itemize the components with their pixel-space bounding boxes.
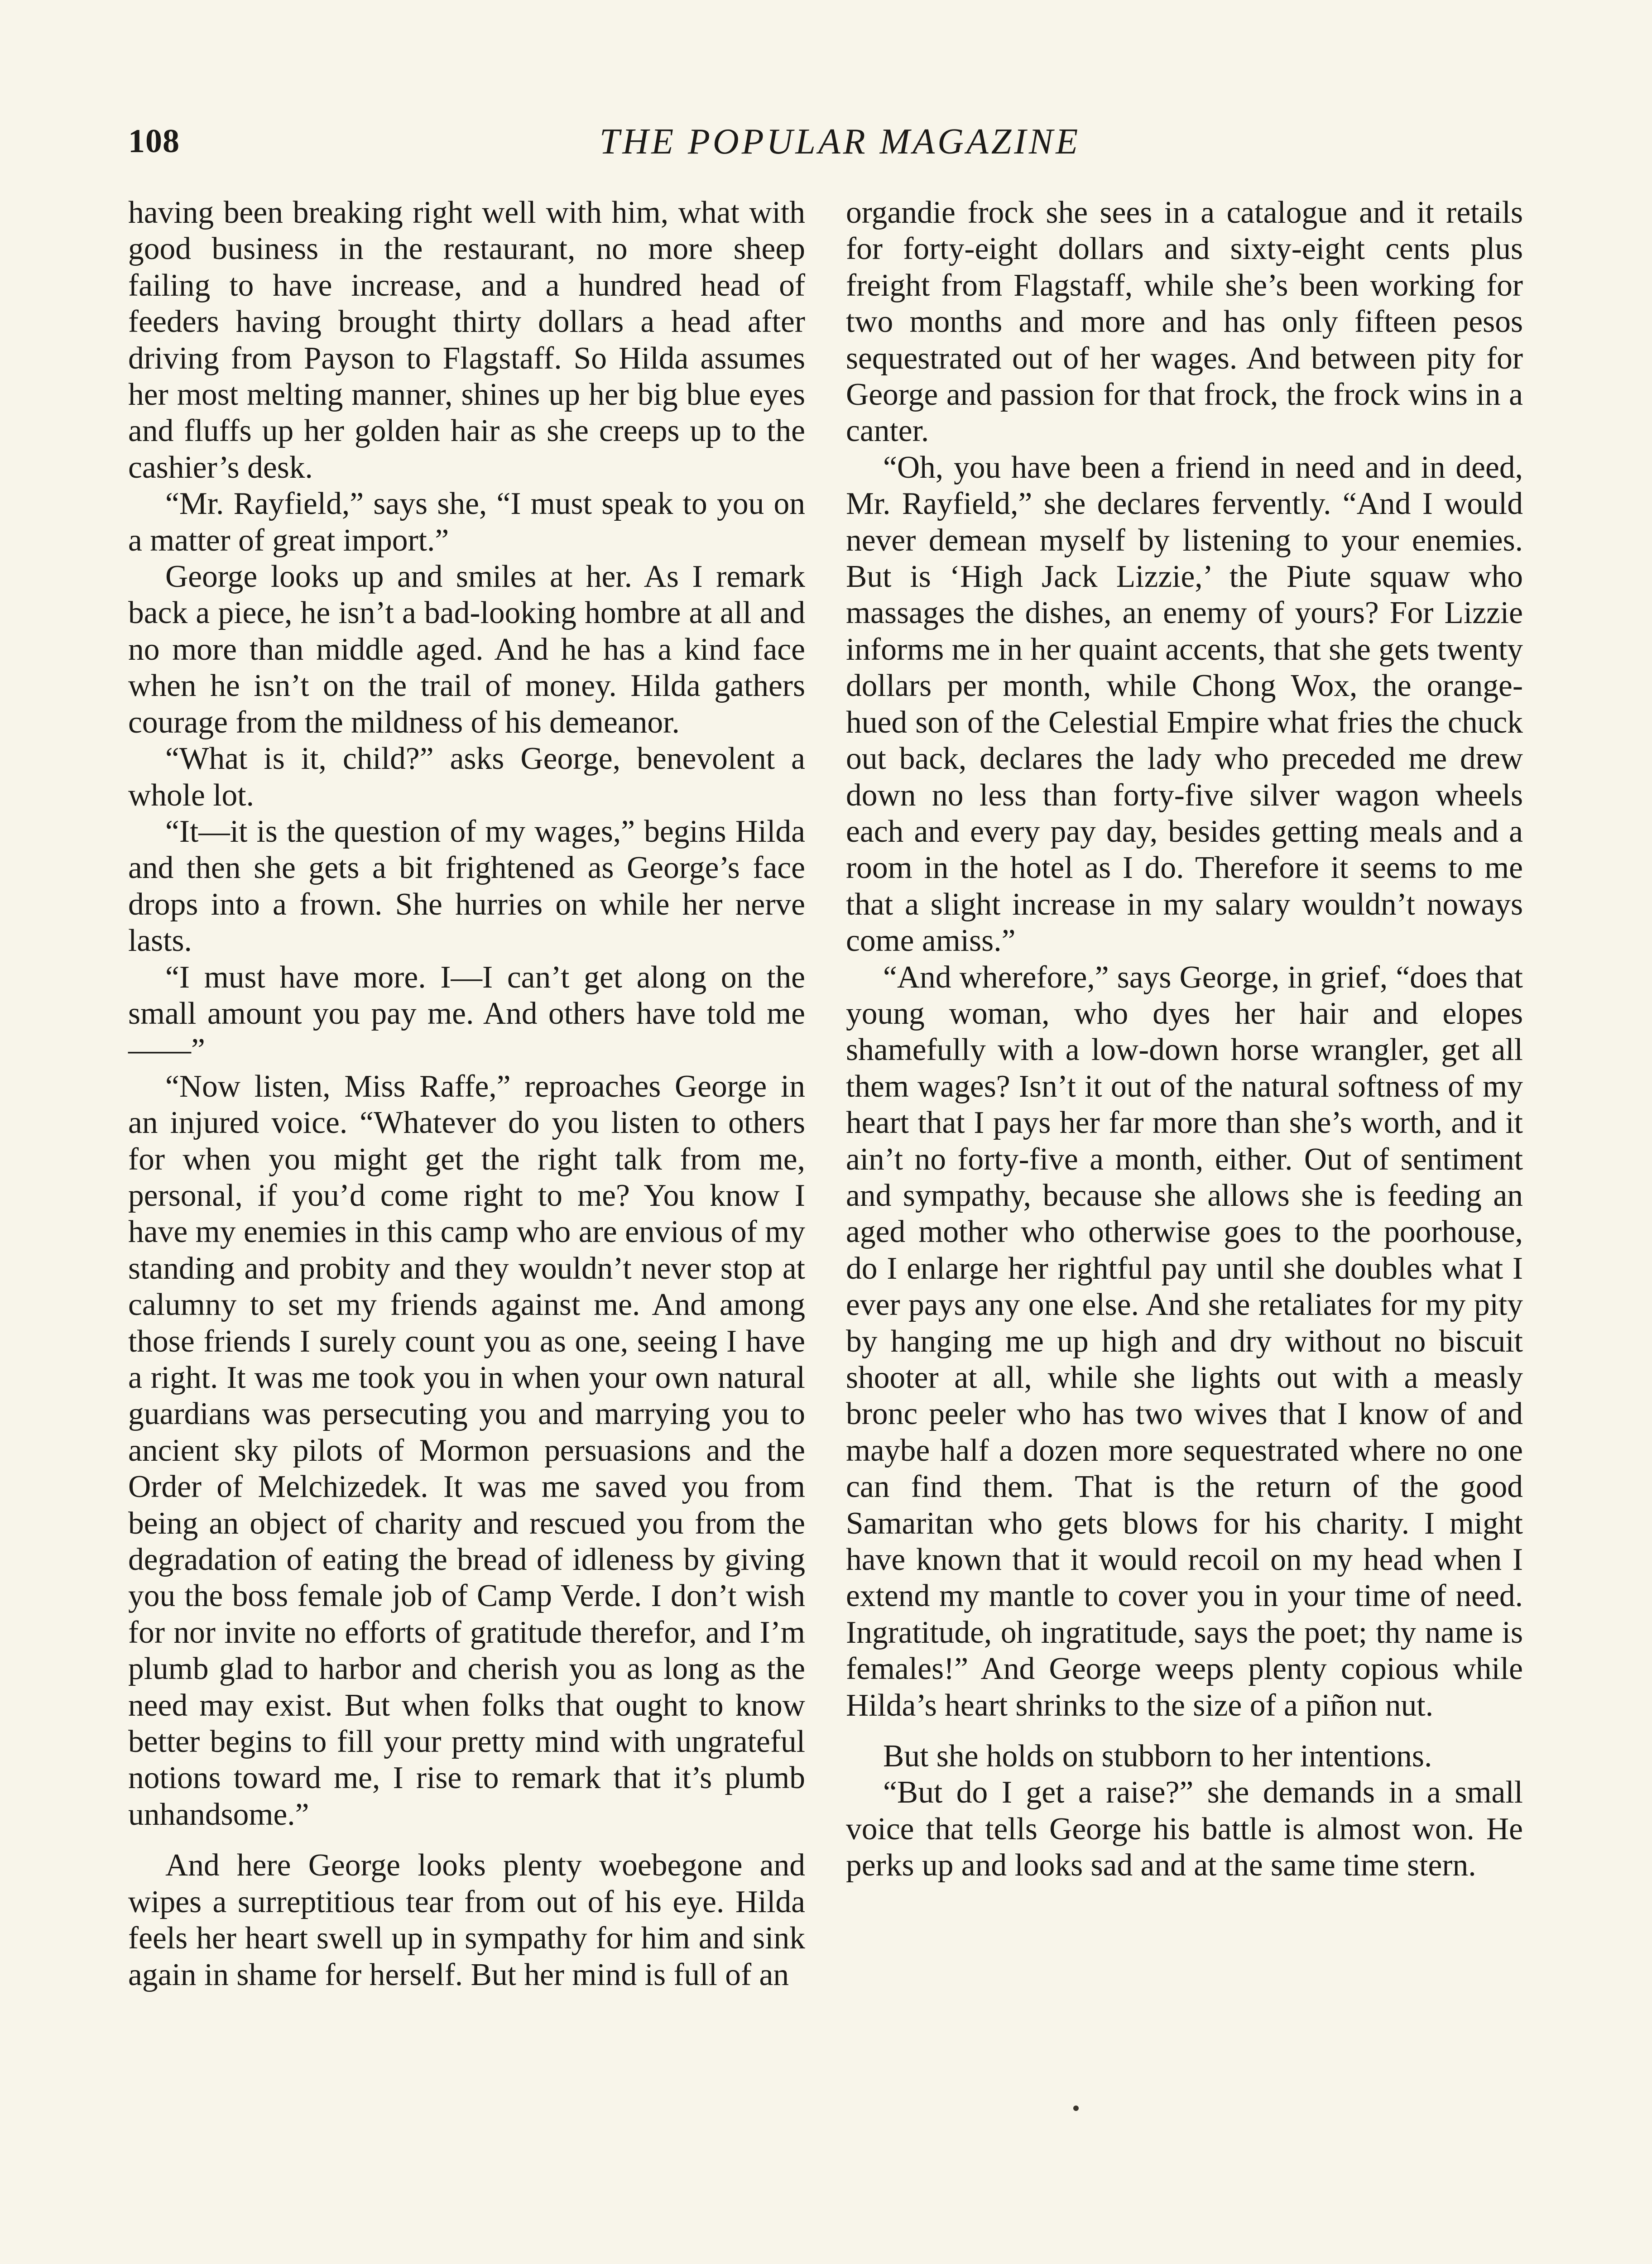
paragraph: having been breaking right well with him, what with good business in the restaurant, no more sheep failing to have increase, and a hundred head of feeders having brought thirty dollars a head after driving from Payson to Flagstaff. So Hilda assumes her most melting manner, shines up her big blue eyes and fluffs up her golden hair as she creeps up to the cashier’s desk. [128,195,805,485]
ink-speck [1073,2106,1079,2111]
paragraph: “What is it, child?” asks George, benevolent a whole lot. [128,741,805,813]
paragraph: And here George looks plenty woebegone and wipes a surreptitious tear from out of his eye. Hilda feels her heart swell up in sympathy for him and sink again in shame for herself. But her mind is full of an [128,1848,805,1992]
paragraph: George looks up and smiles at her. As I remark back a piece, he isn’t a bad-looking hombre at all and no more than middle aged. And he has a kind face when he isn’t on the trail of money. Hilda gathers courage from the mildness of his demeanor. [128,559,805,740]
paragraph: “It—it is the question of my wages,” begins Hilda and then she gets a bit frightened as George’s face drops into a frown. She hurries on while her nerve lasts. [128,814,805,959]
paragraph: “But do I get a raise?” she demands in a small voice that tells George his battle is almost won. He perks up and looks sad and at the same time stern. [846,1775,1523,1883]
left-column [128,195,805,1993]
paragraph: “I must have more. I—I can’t get along on the small amount you pay me. And others have told me——” [128,959,805,1068]
paragraph: But she holds on stubborn to her intentions. [883,1739,1432,1774]
paragraph: “Oh, you have been a friend in need and in deed, Mr. Rayfield,” she declares fervently. “And I would never demean myself by listening to your enemies. But is ‘High Jack Lizzie,’ the Piute squaw who massages the dishes, an enemy of yours? For Lizzie informs me in her quaint accents, that she gets twenty dollars per month, while Chong Wox, the orange-hued son of the Celestial Empire what fries the chuck out back, declares the lady who preceded me drew down no less than forty-five silver wagon wheels each and every pay day, besides getting meals and a room in the hotel as I do. Therefore it seems to me that a slight increase in my salary wouldn’t noways come amiss.” [846,450,1523,959]
running-head: THE POPULAR MAGAZINE [599,122,1081,162]
page-number: 108 [128,123,180,160]
right-column [846,195,1523,1884]
paragraph: “Now listen, Miss Raffe,” reproaches George in an injured voice. “Whatever do you listen to others for when you might get the right talk from me, personal, if you’d come right to me? You know I have my enemies in this camp who are envious of my standing and probity and they wouldn’t never stop at calumny to set my friends against me. And among those friends I surely count you as one, seeing I have a right. It was me took you in when your own natural guardians was persecuting you and marrying you to ancient sky pilots of Mormon persuasions and the Order of Melchizedek. It was me saved you from being an object of charity and rescued you from the degradation of eating the bread of idleness by giving you the boss female job of Camp Verde. I don’t wish for nor invite no efforts of gratitude therefor, and I’m plumb glad to harbor and cherish you as long as the need may exist. But when folks that ought to know better begins to fill your pretty mind with ungrateful notions toward me, I rise to remark that it’s plumb unhandsome.” [128,1069,805,1832]
paragraph: organdie frock she sees in a catalogue and it retails for forty-eight dollars and sixty-eight cents plus freight from Flagstaff, while she’s been working for two months and more and has only fifteen pesos sequestrated out of her wages. And between pity for George and passion for that frock, the frock wins in a canter. [846,195,1523,449]
paragraph: “And wherefore,” says George, in grief, “does that young woman, who dyes her hair and elopes shamefully with a low-down horse wrangler, get all them wages? Isn’t it out of the natural softness of my heart that I pays her far more than she’s worth, and it ain’t no forty-five a month, either. Out of sentiment and sympathy, because she allows she is feeding an aged mother who otherwise goes to the poorhouse, do I enlarge her rightful pay until she doubles what I ever pays any one else. And she retaliates for my pity by hanging me up high and dry without no biscuit shooter at all, while she lights out with a measly bronc peeler who has two wives that I know of and maybe half a dozen more sequestrated where no one can find them. That is the return of the good Samaritan who gets blows for his charity. I might have known that it would recoil on my head when I extend my mantle to cover you in your time of need. Ingratitude, oh ingratitude, says the poet; thy name is females!” And George weeps plenty copious while Hilda’s heart shrinks to the size of a piñon nut. [846,959,1523,1723]
paragraph: “Mr. Rayfield,” says she, “I must speak to you on a matter of great import.” [128,486,805,558]
